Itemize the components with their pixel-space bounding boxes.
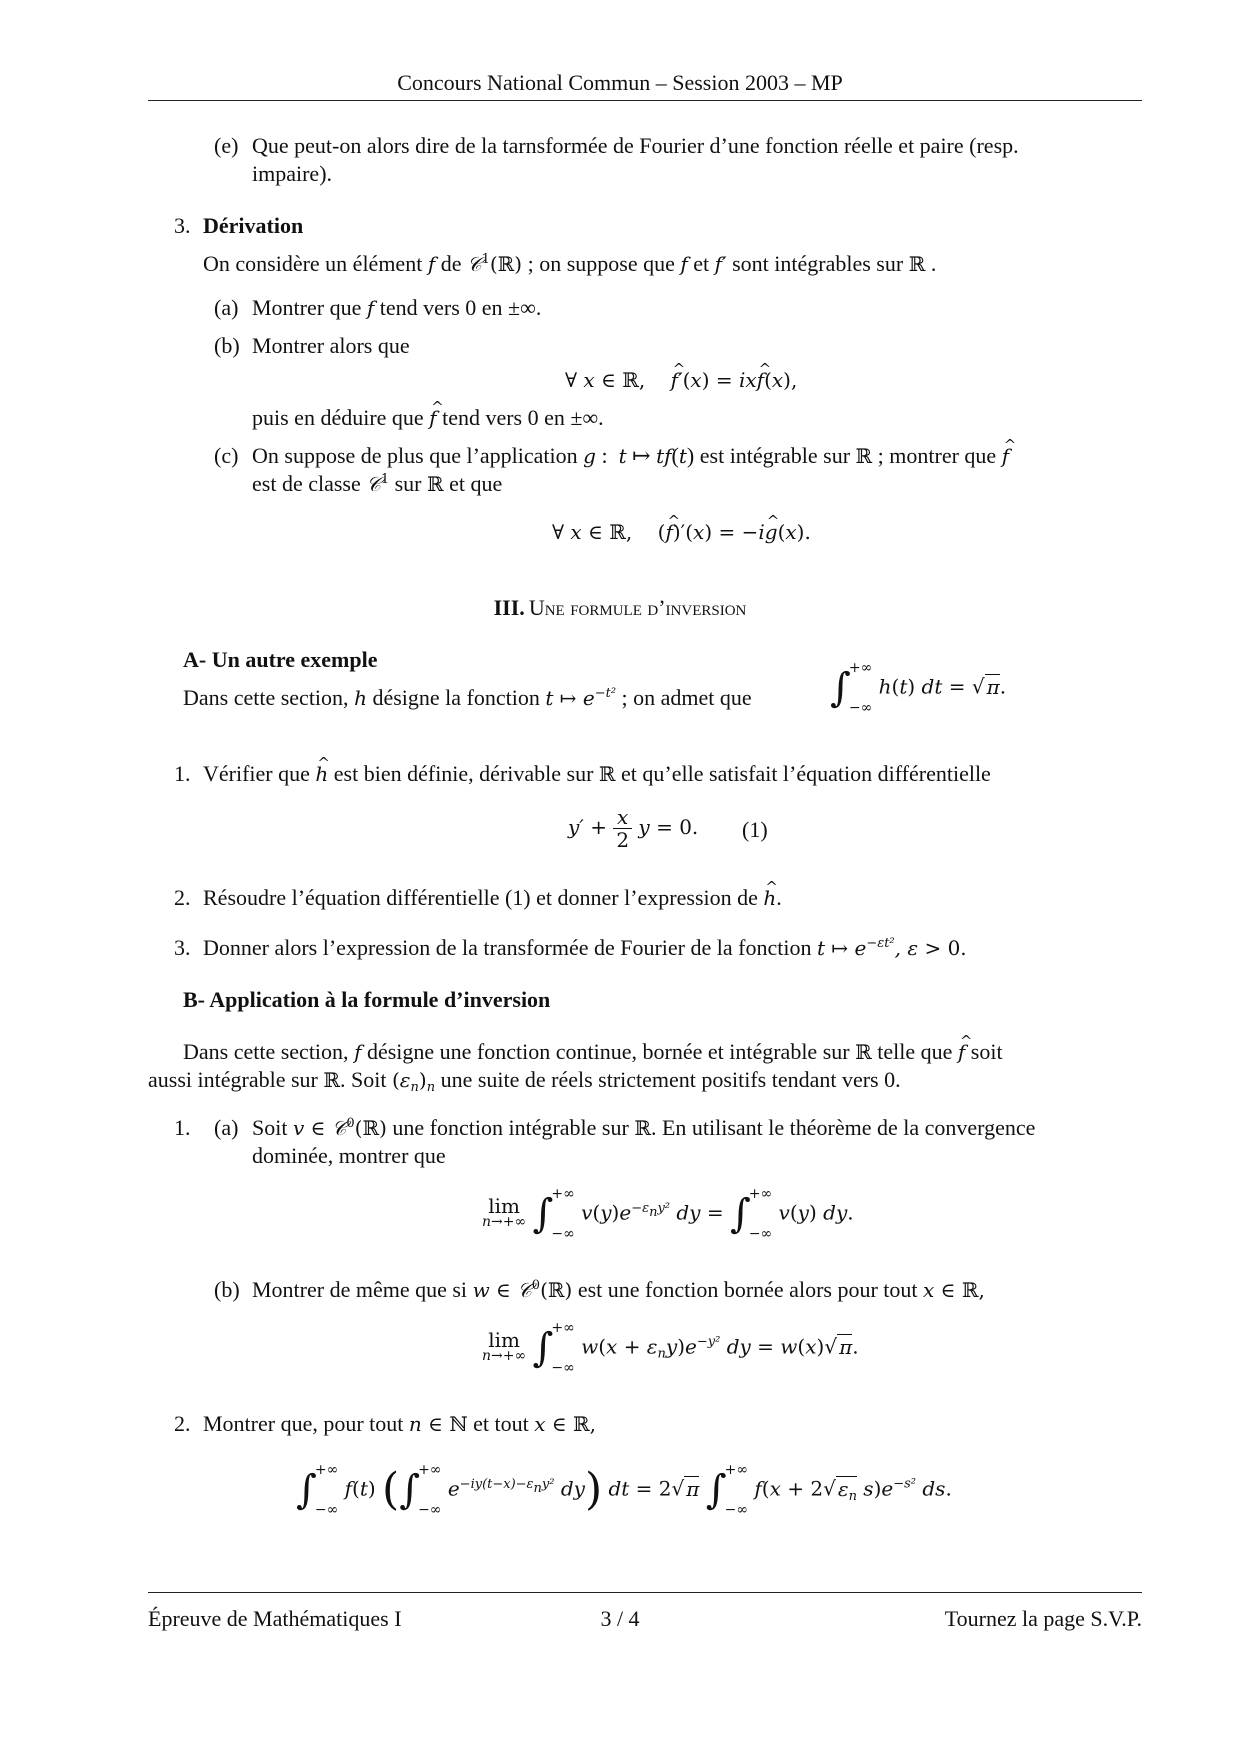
derivation-b-after: puis en déduire que f ^ tend vers 0 en ±∞. xyxy=(252,404,604,432)
section-3-heading: III. Une formule d’inversion xyxy=(493,595,747,620)
footer-page-number: 3 / 4 xyxy=(600,1606,640,1631)
section-b-q2-number: 2. xyxy=(174,1411,191,1436)
derivation-number: 3. xyxy=(174,213,191,238)
derivation-b-formula: ∀ x ∈ ℝ, f ^′(x) = ixf ^(x), xyxy=(565,366,797,394)
section-b-q1a-line1: Soit v ∈ 𝒞$^0$(ℝ) une fonction intégrable sur ℝ. En utilisant le théorème de la convergence xyxy=(252,1115,1036,1140)
derivation-a-text: Montrer que f tend vers 0 en ±∞. xyxy=(252,295,542,320)
section-b-q1-number: 1. xyxy=(174,1115,191,1140)
part-e-line2: impaire). xyxy=(252,161,333,186)
bounded-limit-formula: lim n→+∞ ∫ +∞ −∞ $w(x + \varepsilon_ny)e^{-y^2}$ dy = w(x)√ π. xyxy=(482,1320,859,1376)
footer-rule xyxy=(148,1592,1142,1593)
derivation-b-text: Montrer alors que xyxy=(252,333,410,358)
footer-left: Épreuve de Mathématiques I xyxy=(148,1606,402,1631)
section-b-q1b-text: Montrer de même que si w ∈ 𝒞$^0$(ℝ) est une fonction bornée alors pour tout x ∈ ℝ, xyxy=(252,1277,985,1302)
section-b-q1a-line2: dominée, montrer que xyxy=(252,1143,446,1168)
dominated-convergence-formula: lim n→+∞ ∫ +∞ −∞ $v(y)e^{-\varepsilon_ny^2}$ dy = ∫ +∞ −∞ v(y) dy. xyxy=(482,1186,854,1242)
section-b-q1a-label: (a) xyxy=(214,1115,239,1140)
derivation-c-line1: On suppose de plus que l’application g : t ↦ tf(t) est intégrable sur ℝ ; montrer que f ^ xyxy=(252,442,1009,470)
part-e-line1: Que peut-on alors dire de la tarnsformée de Fourier d’une fonction réelle et paire (resp. xyxy=(252,133,1019,158)
section-a-q1-text: Vérifier que h ^ est bien définie, dérivable sur ℝ et qu’elle satisfait l’équation différentielle xyxy=(203,760,991,788)
derivation-b-label: (b) xyxy=(214,333,240,358)
section-a-q3-text: Donner alors l’expression de la transformée de Fourier de la fonction t ↦ $e^{-\varepsilon t^2}$, ε > 0. xyxy=(203,935,967,960)
section-a-q2-text: Résoudre l’équation différentielle (1) et donner l’expression de h ^. xyxy=(203,884,782,912)
footer-right: Tournez la page S.V.P. xyxy=(944,1606,1142,1631)
equation-number: (1) xyxy=(742,817,768,842)
section-b-q1b-label: (b) xyxy=(214,1277,240,1302)
derivation-c-label: (c) xyxy=(214,443,239,468)
derivation-c-line2: est de classe 𝒞$^1$ sur ℝ et que xyxy=(252,471,503,496)
section-b-q2-text: Montrer que, pour tout n ∈ ℕ et tout x ∈ ℝ, xyxy=(203,1411,596,1436)
section-a-q2-number: 2. xyxy=(174,885,191,910)
section-b-intro-line1: Dans cette section, f désigne une fonction continue, bornée et intégrable sur ℝ telle que f ^ soit xyxy=(183,1038,1003,1066)
double-integral-formula: ∫ +∞ −∞ f(t) (∫ +∞ −∞ $e^{-iy(t-x)-\varepsilon_ny^2}$ dy) dt = 2√ π ∫ +∞ −∞ f(x + 2√ $\varepsilon_n$ $s)e^{-s^2}$ ds. xyxy=(296,1462,952,1518)
part-e-label: (e) xyxy=(214,133,239,158)
derivation-title: Dérivation xyxy=(203,213,304,238)
section-a-q1-number: 1. xyxy=(174,761,191,786)
header-rule xyxy=(148,100,1142,101)
derivation-a-label: (a) xyxy=(214,295,239,320)
derivation-c-formula: ∀ x ∈ ℝ, (f ^)′(x) = −ig ^(x). xyxy=(552,518,811,546)
gaussian-integral: ∫ +∞ −∞ h(t) dt = √ π. xyxy=(830,660,1007,716)
derivation-intro: On considère un élément f de 𝒞$^1$(ℝ) ; on suppose que f et f′ sont intégrables sur ℝ . xyxy=(203,251,937,276)
page-header: Concours National Commun – Session 2003 – MP xyxy=(397,70,843,95)
section-b-intro-line2: aussi intégrable sur ℝ. Soit $(\varepsilon_n)_n$ une suite de réels strictement positifs tendant vers 0. xyxy=(148,1067,901,1095)
section-a-title: A- Un autre exemple xyxy=(183,647,378,672)
section-b-title: B- Application à la formule d’inversion xyxy=(183,987,551,1012)
section-a-intro: Dans cette section, h désigne la fonction t ↦ $e^{-t^2}$ ; on admet que xyxy=(183,685,752,710)
section-a-q3-number: 3. xyxy=(174,935,191,960)
differential-equation: y′ + $\frac{x}{2}$ y = 0. xyxy=(568,805,699,852)
